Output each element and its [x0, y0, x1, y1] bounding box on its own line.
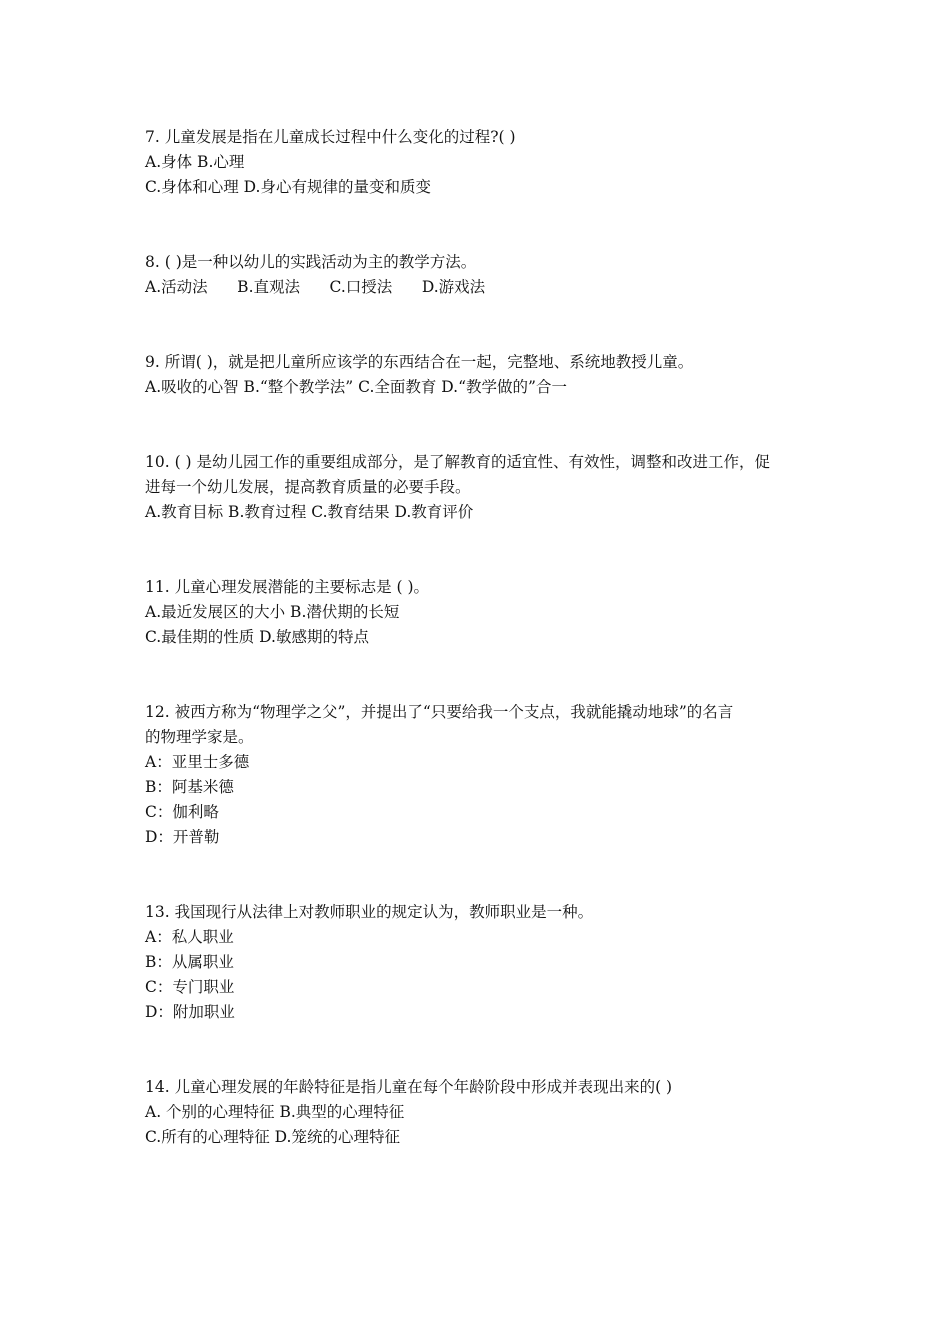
question-options: A.活动法 B.直观法 C.口授法 D.游戏法	[145, 278, 486, 296]
question-8	[145, 250, 815, 300]
question-stem: 10. ( ) 是幼儿园工作的重要组成部分，是了解教育的适宜性、有效性，调整和改进工作，促	[145, 453, 771, 471]
question-10	[145, 450, 815, 525]
question-stem: 7. 儿童发展是指在儿童成长过程中什么变化的过程?( )	[145, 128, 516, 146]
question-9	[145, 350, 815, 400]
option-a: A：亚里士多德	[145, 753, 250, 771]
question-options: A.最近发展区的大小 B.潜伏期的长短	[145, 603, 400, 621]
option-d: D：附加职业	[145, 1003, 235, 1021]
question-11	[145, 575, 815, 650]
question-13	[145, 900, 815, 1025]
question-12	[145, 700, 815, 850]
question-stem: 11. 儿童心理发展潜能的主要标志是 ( )。	[145, 578, 430, 596]
question-stem: 8. ( )是一种以幼儿的实践活动为主的教学方法。	[145, 253, 477, 271]
question-list	[145, 125, 815, 1150]
question-stem-continued: 的物理学家是。	[145, 728, 254, 746]
option-b: B：从属职业	[145, 953, 234, 971]
question-7	[145, 125, 815, 200]
question-options: C.所有的心理特征 D.笼统的心理特征	[145, 1128, 400, 1146]
question-options: A.吸收的心智 B.“整个教学法” C.全面教育 D.“教学做的”合一	[145, 378, 567, 396]
question-options: C.最佳期的性质 D.敏感期的特点	[145, 628, 369, 646]
question-options: A.教育目标 B.教育过程 C.教育结果 D.教育评价	[145, 503, 474, 521]
question-14	[145, 1075, 815, 1150]
question-options: A.身体 B.心理	[145, 153, 245, 171]
question-stem: 13. 我国现行从法律上对教师职业的规定认为，教师职业是一种。	[145, 903, 594, 921]
option-b: B：阿基米德	[145, 778, 234, 796]
question-stem: 14. 儿童心理发展的年龄特征是指儿童在每个年龄阶段中形成并表现出来的( )	[145, 1078, 673, 1096]
question-stem-continued: 进每一个幼儿发展，提高教育质量的必要手段。	[145, 478, 471, 496]
question-stem: 9. 所谓( )，就是把儿童所应该学的东西结合在一起，完整地、系统地教授儿童。	[145, 353, 694, 371]
option-a: A：私人职业	[145, 928, 234, 946]
question-stem: 12. 被西方称为“物理学之父”，并提出了“只要给我一个支点，我就能撬动地球”的名言	[145, 703, 734, 721]
option-c: C：专门职业	[145, 978, 235, 996]
question-options: C.身体和心理 D.身心有规律的量变和质变	[145, 178, 431, 196]
question-options: A. 个别的心理特征 B.典型的心理特征	[145, 1103, 405, 1121]
option-d: D：开普勒	[145, 828, 220, 846]
option-c: C：伽利略	[145, 803, 219, 821]
